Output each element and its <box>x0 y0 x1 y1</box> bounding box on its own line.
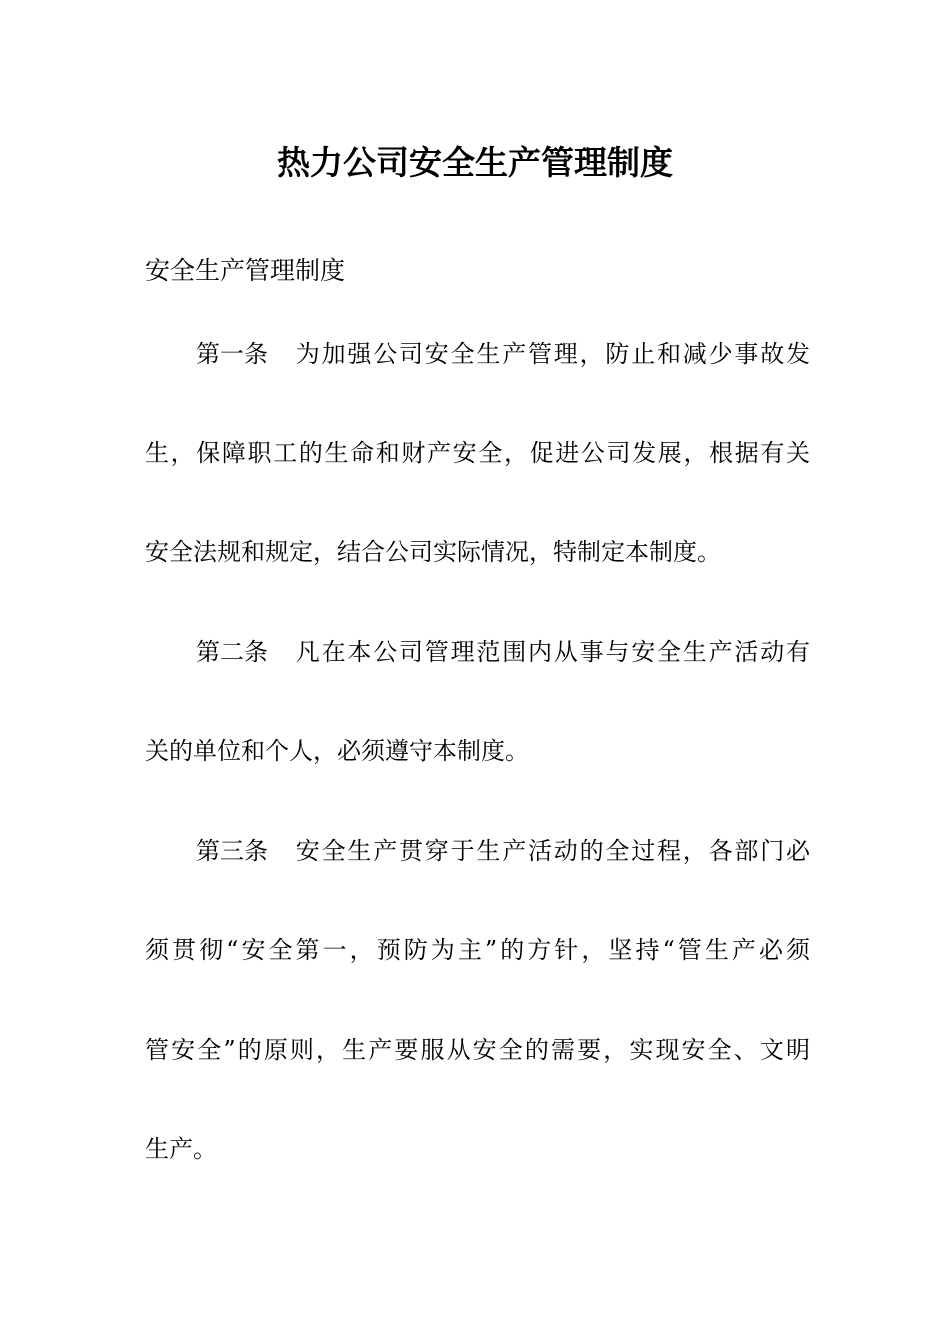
article-2-line-1 <box>196 632 810 672</box>
article-3-line-2: 须贯彻“安全第一，预防为主”的方针，坚持“管生产必须 <box>145 936 810 964</box>
article-3-line-1 <box>196 831 810 871</box>
article-2-line-2: 关的单位和个人，必须遵守本制度。 <box>145 737 529 765</box>
article-2-text-1: 凡在本公司管理范围内从事与安全生产活动有 <box>294 638 810 666</box>
article-1-line-2: 生，保障职工的生命和财产安全，促进公司发展，根据有关 <box>145 439 810 467</box>
article-3-line-4: 生产。 <box>145 1135 217 1163</box>
article-1-line-3: 安全法规和规定，结合公司实际情况，特制定本制度。 <box>145 538 721 566</box>
article-1-number: 第一条 <box>196 340 268 368</box>
article-1-line-1 <box>196 334 810 374</box>
section-heading: 安全生产管理制度 <box>145 256 346 285</box>
article-1-text-1: 为加强公司安全生产管理，防止和减少事故发 <box>294 340 810 368</box>
article-2-number: 第二条 <box>196 638 268 666</box>
article-3-line-3: 管安全”的原则，生产要服从安全的需要，实现安全、文明 <box>145 1036 810 1064</box>
document-title: 热力公司安全生产管理制度 <box>277 143 673 182</box>
article-3-text-1: 安全生产贯穿于生产活动的全过程，各部门必 <box>294 837 810 865</box>
article-3-number: 第三条 <box>196 837 268 865</box>
